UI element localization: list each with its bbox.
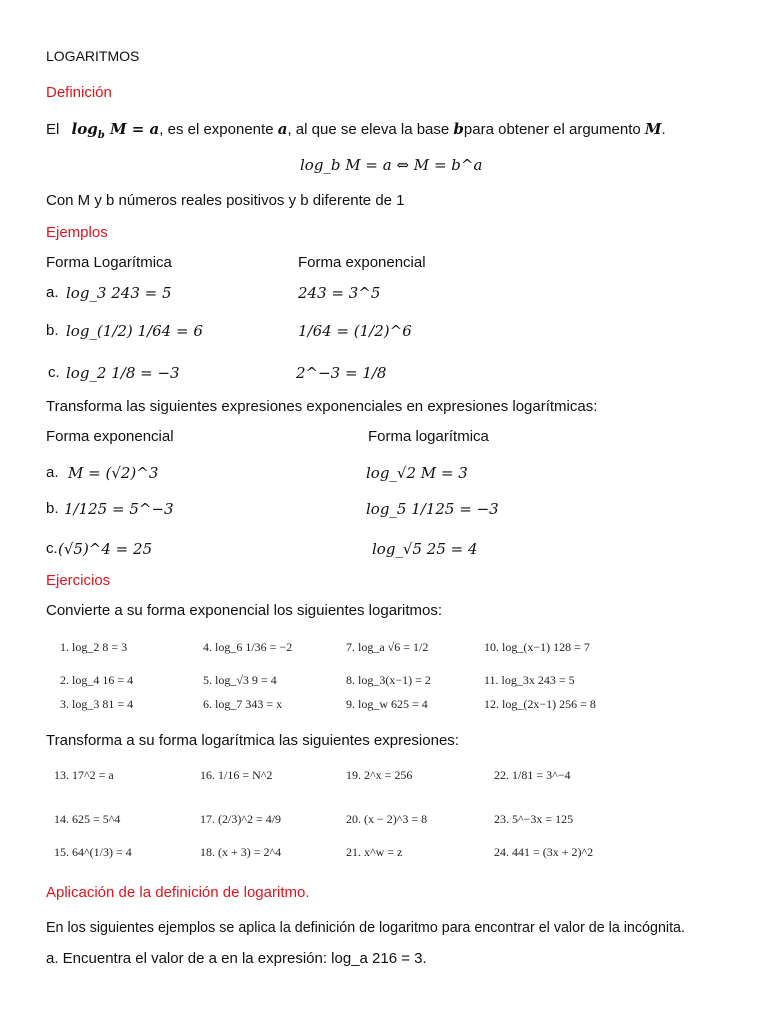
examples-col1-header: Forma Logarítmica — [46, 254, 172, 271]
definition-equation: log_b M = a ⇔ M = b^a — [300, 156, 483, 174]
example-c-label: c. — [48, 364, 60, 381]
transform-b-log: log_5 1/125 = −3 — [366, 500, 499, 518]
application-text: En los siguientes ejemplos se aplica la definición de logaritmo para encontrar el valor de la incógnita. — [46, 920, 685, 936]
exercise-item: 24. 441 = (3x + 2)^2 — [494, 845, 594, 859]
definition-line: El $\log_b M = a$, es el exponente a, al que se eleva la base bpara obtener el argumento M. — [46, 120, 666, 141]
exercises-instruction-2: Transforma a su forma logarítmica las siguientes expresiones: — [46, 732, 459, 749]
definition-conditions: Con M y b números reales positivos y b diferente de 1 — [46, 192, 405, 209]
transform-a-exp: M = (√2)^3 — [68, 464, 159, 482]
section-ejercicios: Ejercicios — [46, 572, 111, 589]
exercise-item: 12. log_(2x−1) 256 = 8 — [484, 697, 596, 711]
exercise-item: 1. log_2 8 = 3 — [60, 640, 128, 654]
exercise-item: 7. log_a √6 = 1/2 — [346, 640, 429, 654]
exercise-item: 23. 5^−3x = 125 — [494, 812, 574, 826]
example-b-log: log_(1/2) 1/64 = 6 — [66, 322, 203, 340]
transform-instruction: Transforma las siguientes expresiones exponenciales en expresiones logarítmicas: — [46, 398, 598, 415]
exercises-instruction-1: Convierte a su forma exponencial los siguientes logaritmos: — [46, 602, 443, 619]
example-b-label: b. — [46, 322, 59, 339]
transform-col2-header: Forma logarítmica — [368, 428, 489, 445]
example-b-exp: 1/64 = (1/2)^6 — [298, 322, 412, 340]
section-definicion: Definición — [46, 84, 112, 101]
exercise-item: 18. (x + 3) = 2^4 — [200, 845, 282, 859]
section-ejemplos: Ejemplos — [46, 224, 108, 241]
transform-a-label: a. — [46, 464, 59, 481]
exercise-item: 19. 2^x = 256 — [346, 768, 413, 782]
application-example-a: a. Encuentra el valor de a en la expresión: log_a 216 = 3. — [46, 950, 427, 967]
exercise-item: 20. (x − 2)^3 = 8 — [346, 812, 428, 826]
examples-col2-header: Forma exponencial — [298, 254, 426, 271]
exercise-item: 8. log_3(x−1) = 2 — [346, 673, 431, 687]
transform-b-exp: 1/125 = 5^−3 — [64, 500, 174, 518]
transform-c-label: c. — [46, 540, 58, 557]
exercise-item: 15. 64^(1/3) = 4 — [54, 845, 132, 859]
exercise-item: 5. log_√3 9 = 4 — [203, 673, 277, 687]
example-a-exp: 243 = 3^5 — [298, 284, 381, 302]
exercise-item: 21. x^w = z — [346, 845, 403, 859]
example-a-log: log_3 243 = 5 — [66, 284, 172, 302]
transform-c-log: log_√5 25 = 4 — [372, 540, 478, 558]
exercise-item: 6. log_7 343 = x — [203, 697, 283, 711]
exercise-item: 13. 17^2 = a — [54, 768, 114, 782]
example-c-log: log_2 1/8 = −3 — [66, 364, 180, 382]
exercise-item: 14. 625 = 5^4 — [54, 812, 121, 826]
example-c-exp: 2^−3 = 1/8 — [296, 364, 387, 382]
example-a-label: a. — [46, 284, 59, 301]
exercise-item: 2. log_4 16 = 4 — [60, 673, 134, 687]
section-aplicacion: Aplicación de la definición de logaritmo. — [46, 884, 310, 901]
transform-a-log: log_√2 M = 3 — [366, 464, 468, 482]
transform-col1-header: Forma exponencial — [46, 428, 174, 445]
exercise-item: 17. (2/3)^2 = 4/9 — [200, 812, 282, 826]
exercise-item: 16. 1/16 = N^2 — [200, 768, 273, 782]
exercise-item: 10. log_(x−1) 128 = 7 — [484, 640, 590, 654]
exercise-item: 4. log_6 1/36 = −2 — [203, 640, 293, 654]
exercise-item: 9. log_w 625 = 4 — [346, 697, 428, 711]
page-title: LOGARITMOS — [46, 48, 140, 64]
exercise-item: 3. log_3 81 = 4 — [60, 697, 134, 711]
transform-b-label: b. — [46, 500, 59, 517]
exercise-item: 11. log_3x 243 = 5 — [484, 673, 575, 687]
exercise-item: 22. 1/81 = 3^−4 — [494, 768, 571, 782]
transform-c-exp: (√5)^4 = 25 — [58, 540, 153, 558]
